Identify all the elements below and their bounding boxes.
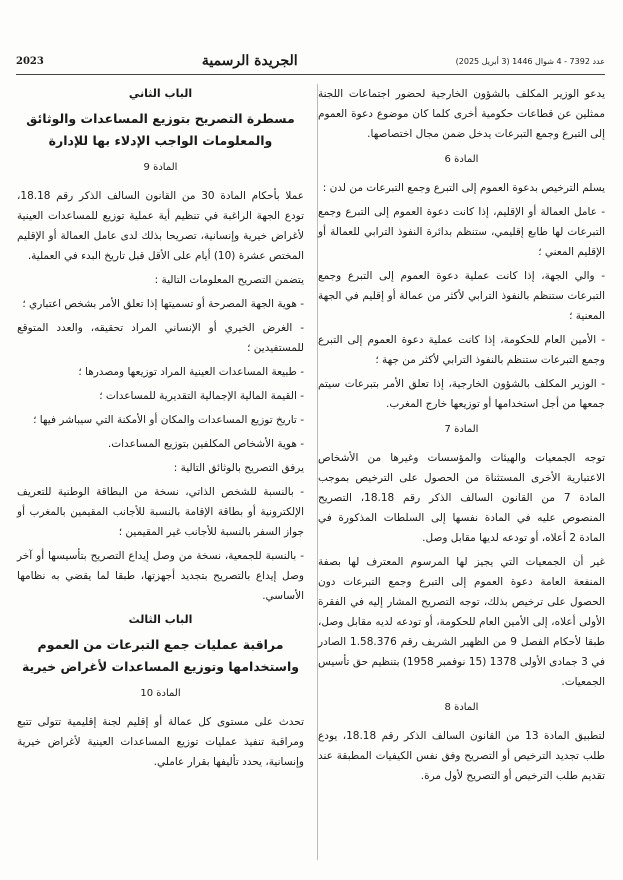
list-item: - الغرض الخيري أو الإنساني المراد تحقيقه، والعدد المتوقع للمستفيدين ؛ (17, 322, 304, 354)
left-column (17, 84, 304, 860)
article-9-docs-lead: يرفق التصريح بالوثائق التالية : (173, 462, 304, 474)
list-item: - القيمة المالية الإجمالية التقديرية للمساعدات ؛ (99, 390, 304, 402)
book-2-title: مسطرة التصريح بتوزيع المساعدات والوثائق والمعلومات الواجب الإدلاء بها للإدارة (26, 111, 295, 148)
article-9-info-lead: يتضمن التصريح المعلومات التالية : (154, 274, 304, 286)
article-10-heading: المادة 10 (140, 688, 181, 699)
list-item: - عامل العمالة أو الإقليم، إذا كانت دعوة العموم إلى التبرع وجمع التبرعات لها طابع إقليمي، ستنظم بدائرة النفوذ الترابي للعمالة أو الإقليم المعني ؛ (318, 206, 605, 258)
list-item: - هوية الجهة المصرحة أو تسميتها إذا تعلق الأمر بشخص اعتباري ؛ (22, 298, 304, 310)
list-item: - طبيعة المساعدات العينية المراد توزيعها ومصدرها ؛ (78, 366, 304, 378)
right-column (318, 84, 605, 860)
article-6-list (318, 202, 605, 414)
header-rule (16, 74, 605, 75)
list-item: - الأمين العام للحكومة، إذا كانت عملية دعوة العموم إلى التبرع وجمع التبرعات ستنظم بالنفوذ الترابي لأكثر من جهة ؛ (318, 334, 605, 366)
book-2-heading: الباب الثاني (128, 87, 193, 100)
article-9-info-list (17, 294, 304, 454)
article-7-paragraph-1: توجه الجمعيات والهيئات والمؤسسات وغيرها من الأشخاص الاعتبارية الأخرى المستثناة من الحصول على الترخيص بموجب المادة 7 من القانون السالف الذكر رقم 18.18، التصريح المنصوص عليه في المادة نفسها إلى السلطات المذكورة في المادة 2 أعلاه، أو تودعه لديها مقابل وصل. (318, 452, 605, 544)
article-9-paragraph: عملا بأحكام المادة 30 من القانون السالف الذكر رقم 18.18، تودع الجهة الراغبة في تنظيم أية عملية توزيع للمساعدات العينية لأغراض خيرية وإنسانية، تصريحا بذلك لدى عامل العمالة أو الإقليم المختص عشرة (10) أيام على الأقل قبل تاريخ البدء في العملية. (17, 190, 304, 262)
article-9-docs-list (17, 482, 304, 606)
intro-paragraph: يدعو الوزير المكلف بالشؤون الخارجية لحضور اجتماعات اللجنة ممثلين عن قطاعات حكومية أخرى كلما كان موضوع دعوة العموم إلى التبرع وجمع التبرعات يدخل ضمن مجال اختصاصها. (318, 88, 605, 140)
book-3-title: مراقبة عمليات جمع التبرعات من العموم واستخدامها وتوزيع المساعدات لأغراض خيرية (21, 637, 300, 674)
list-item: - الوزير المكلف بالشؤون الخارجية، إذا تعلق الأمر بتبرعات سيتم جمعها من أجل استخدامها أو توزيعها خارج المغرب. (318, 378, 605, 410)
book-3-heading: الباب الثالث (128, 613, 193, 626)
article-8-heading: المادة 8 (444, 702, 479, 713)
list-item: - تاريخ توزيع المساعدات والمكان أو الأمكنة التي سيباشر فيها ؛ (33, 414, 304, 426)
page-header (16, 52, 605, 75)
header-issue: عدد 7392 - 4 شوال 1446 (3 أبريل 2025) (455, 56, 605, 66)
article-8-paragraph: لتطبيق المادة 13 من القانون السالف الذكر رقم 18.18، يودع طلب تجديد الترخيص أو التصريح وفق نفس الكيفيات المطبقة عند تقديم طلب الترخيص أو التصريح لأول مرة. (318, 730, 606, 782)
article-6-lead: يسلم الترخيص بدعوة العموم إلى التبرع وجمع التبرعات من لدن : (322, 182, 605, 194)
header-year: 2023 (16, 55, 44, 67)
article-6-heading: المادة 6 (444, 154, 479, 165)
article-7-paragraph-2: غير أن الجمعيات التي يجيز لها المرسوم المعترف لها بصفة المنفعة العامة دعوة العموم إلى التبرع وجمع التبرعات دون الحصول على ترخيص بذلك، توجه التصريح المشار إليه في الفقرة الأولى أعلاه، إلى الأمين العام للحكومة، أو تودعه لديه مقابل وصل، طبقا لأحكام الفصل 9 من الظهير الشريف رقم 1.58.376 الصادر في 3 جمادى الأولى 1378 (15 نوفمبر 1958) بتنظيم حق تأسيس الجمعيات. (318, 556, 606, 688)
list-item: - والي الجهة، إذا كانت عملية دعوة العموم إلى التبرع وجمع التبرعات ستنظم بالنفوذ الترابي لأكثر من عمالة أو إقليم في الجهة المعنية ؛ (318, 270, 605, 322)
article-10-paragraph: تحدث على مستوى كل عمالة أو إقليم لجنة إقليمية تتولى تتبع ومراقبة تنفيذ عمليات توزيع المساعدات العينية لأغراض خيرية وإنسانية، يحدد تأليفها بقرار عاملي. (17, 716, 304, 768)
columns (16, 84, 605, 860)
article-7-heading: المادة 7 (444, 424, 479, 435)
list-item: - هوية الأشخاص المكلفين بتوزيع المساعدات. (107, 438, 304, 450)
article-9-heading: المادة 9 (143, 162, 178, 173)
list-item: - بالنسبة للشخص الذاتي، نسخة من البطاقة الوطنية للتعريف الإلكترونية أو بطاقة الإقامة بالنسبة للأجانب المقيمين بالمغرب أو جواز السفر بالنسبة للأجانب غير المقيمين ؛ (17, 486, 304, 538)
header-title: الجريدة الرسمية (201, 53, 298, 69)
list-item: - بالنسبة للجمعية، نسخة من وصل إيداع التصريح بتأسيسها أو آخر وصل إيداع بالتصريح بتجديد أجهزتها، طبقا لما يقضي به نظامها الأساسي. (17, 550, 304, 602)
